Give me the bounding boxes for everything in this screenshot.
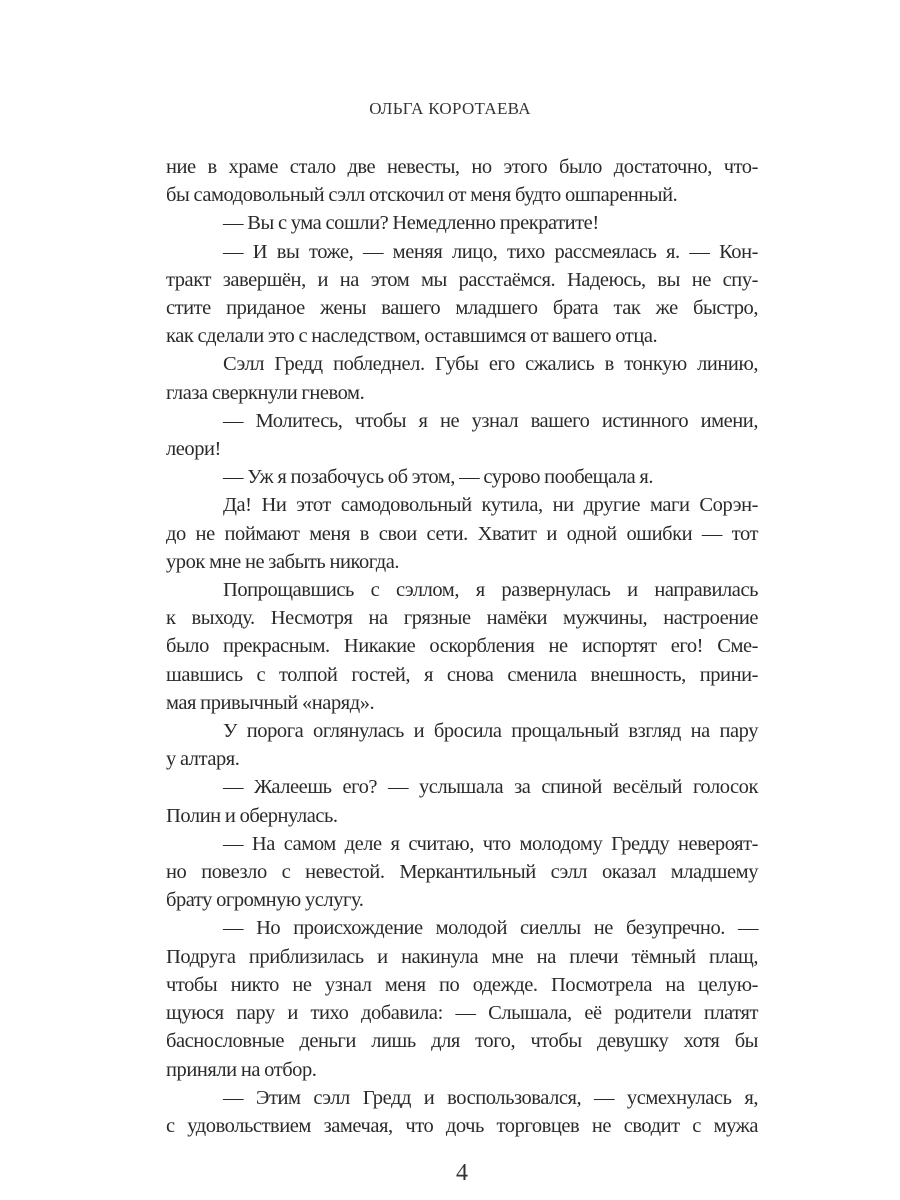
text-line: щуюся пару и тихо добавила: — Слышала, её родители платят — [166, 1002, 758, 1025]
paragraph — [166, 576, 758, 717]
text-line: тракт завершён, и на этом мы расстаёмся. Надеюсь, вы не спу- — [166, 268, 758, 291]
text-line: Сэлл Гредд побледнел. Губы его сжались в тонкую линию, — [223, 353, 758, 376]
text-line: к выходу. Несмотря на грязные намёки мужчины, настроение — [166, 607, 758, 630]
running-header-author: ОЛЬГА КОРОТАЕВА — [369, 99, 531, 118]
paragraph — [166, 238, 758, 351]
paragraph — [166, 463, 758, 491]
text-line: было прекрасным. Никакие оскорбления не испортят его! Сме- — [166, 635, 758, 658]
text-line: но повезло с невестой. Меркантильный сэлл оказал младшему — [166, 861, 758, 884]
text-line: леори! — [166, 438, 221, 461]
paragraph — [166, 773, 758, 829]
text-line: глаза сверкнули гневом. — [166, 381, 365, 404]
text-line: мая привычный «наряд». — [166, 691, 375, 714]
text-line: брату огромную услугу. — [166, 889, 364, 912]
body-text — [166, 153, 758, 1140]
text-line: — Уж я позабочусь об этом, — сурово пообещала я. — [223, 466, 654, 489]
paragraph — [166, 209, 758, 237]
text-line: урок мне не забыть никогда. — [166, 550, 400, 573]
paragraph — [166, 717, 758, 773]
text-line: — Молитесь, чтобы я не узнал вашего истинного имени, — [223, 409, 758, 432]
text-line: Попрощавшись с сэллом, я развернулась и направилась — [223, 579, 758, 602]
paragraph — [166, 153, 758, 209]
text-line: как сделали это с наследством, оставшимся от вашего отца. — [166, 325, 658, 348]
text-line: Подруга приблизилась и накинула мне на плечи тёмный плащ, — [166, 945, 758, 968]
text-line: стите приданое жены вашего младшего брата так же быстро, — [166, 297, 758, 320]
paragraph — [166, 1084, 758, 1140]
text-line: У порога оглянулась и бросила прощальный взгляд на пару — [223, 720, 758, 743]
paragraph — [166, 491, 758, 576]
text-line: до не поймают меня в свои сети. Хватит и одной ошибки — тот — [166, 522, 758, 545]
text-line: бы самодовольный сэлл отскочил от меня будто ошпаренный. — [166, 184, 678, 207]
paragraph — [166, 830, 758, 915]
text-line: — Этим сэлл Гредд и воспользовался, — усмехнулась я, — [223, 1086, 758, 1109]
text-line: Да! Ни этот самодовольный кутила, ни другие маги Сорэн- — [223, 494, 758, 517]
text-line: — Жалеешь его? — услышала за спиной весёлый голосок — [223, 776, 758, 799]
text-line: — Но происхождение молодой сиеллы не безупречно. — — [223, 917, 758, 940]
text-line: чтобы никто не узнал меня по одежде. Посмотрела на целую- — [166, 973, 758, 996]
text-line: — И вы тоже, — меняя лицо, тихо рассмеялась я. — Кон- — [223, 240, 758, 263]
text-line: с удовольствием замечая, что дочь торговцев не сводит с мужа — [166, 1114, 758, 1137]
text-line: — На самом деле я считаю, что молодому Гредду невероят- — [223, 832, 758, 855]
text-line: ние в храме стало две невесты, но этого было достаточно, что- — [166, 156, 758, 178]
paragraph — [166, 407, 758, 463]
text-line: у алтаря. — [166, 748, 240, 771]
text-line: Полин и обернулась. — [166, 804, 338, 827]
text-line: шавшись с толпой гостей, я снова сменила внешность, прини- — [166, 663, 758, 686]
text-line: приняли на отбор. — [166, 1058, 317, 1081]
text-line: баснословные деньги лишь для того, чтобы девушку хотя бы — [166, 1030, 758, 1053]
text-column — [166, 153, 758, 1188]
page-number: 4 — [456, 1160, 468, 1187]
text-line: — Вы с ума сошли? Немедленно прекратите! — [223, 212, 599, 235]
paragraph — [166, 350, 758, 406]
paragraph — [166, 914, 758, 1083]
